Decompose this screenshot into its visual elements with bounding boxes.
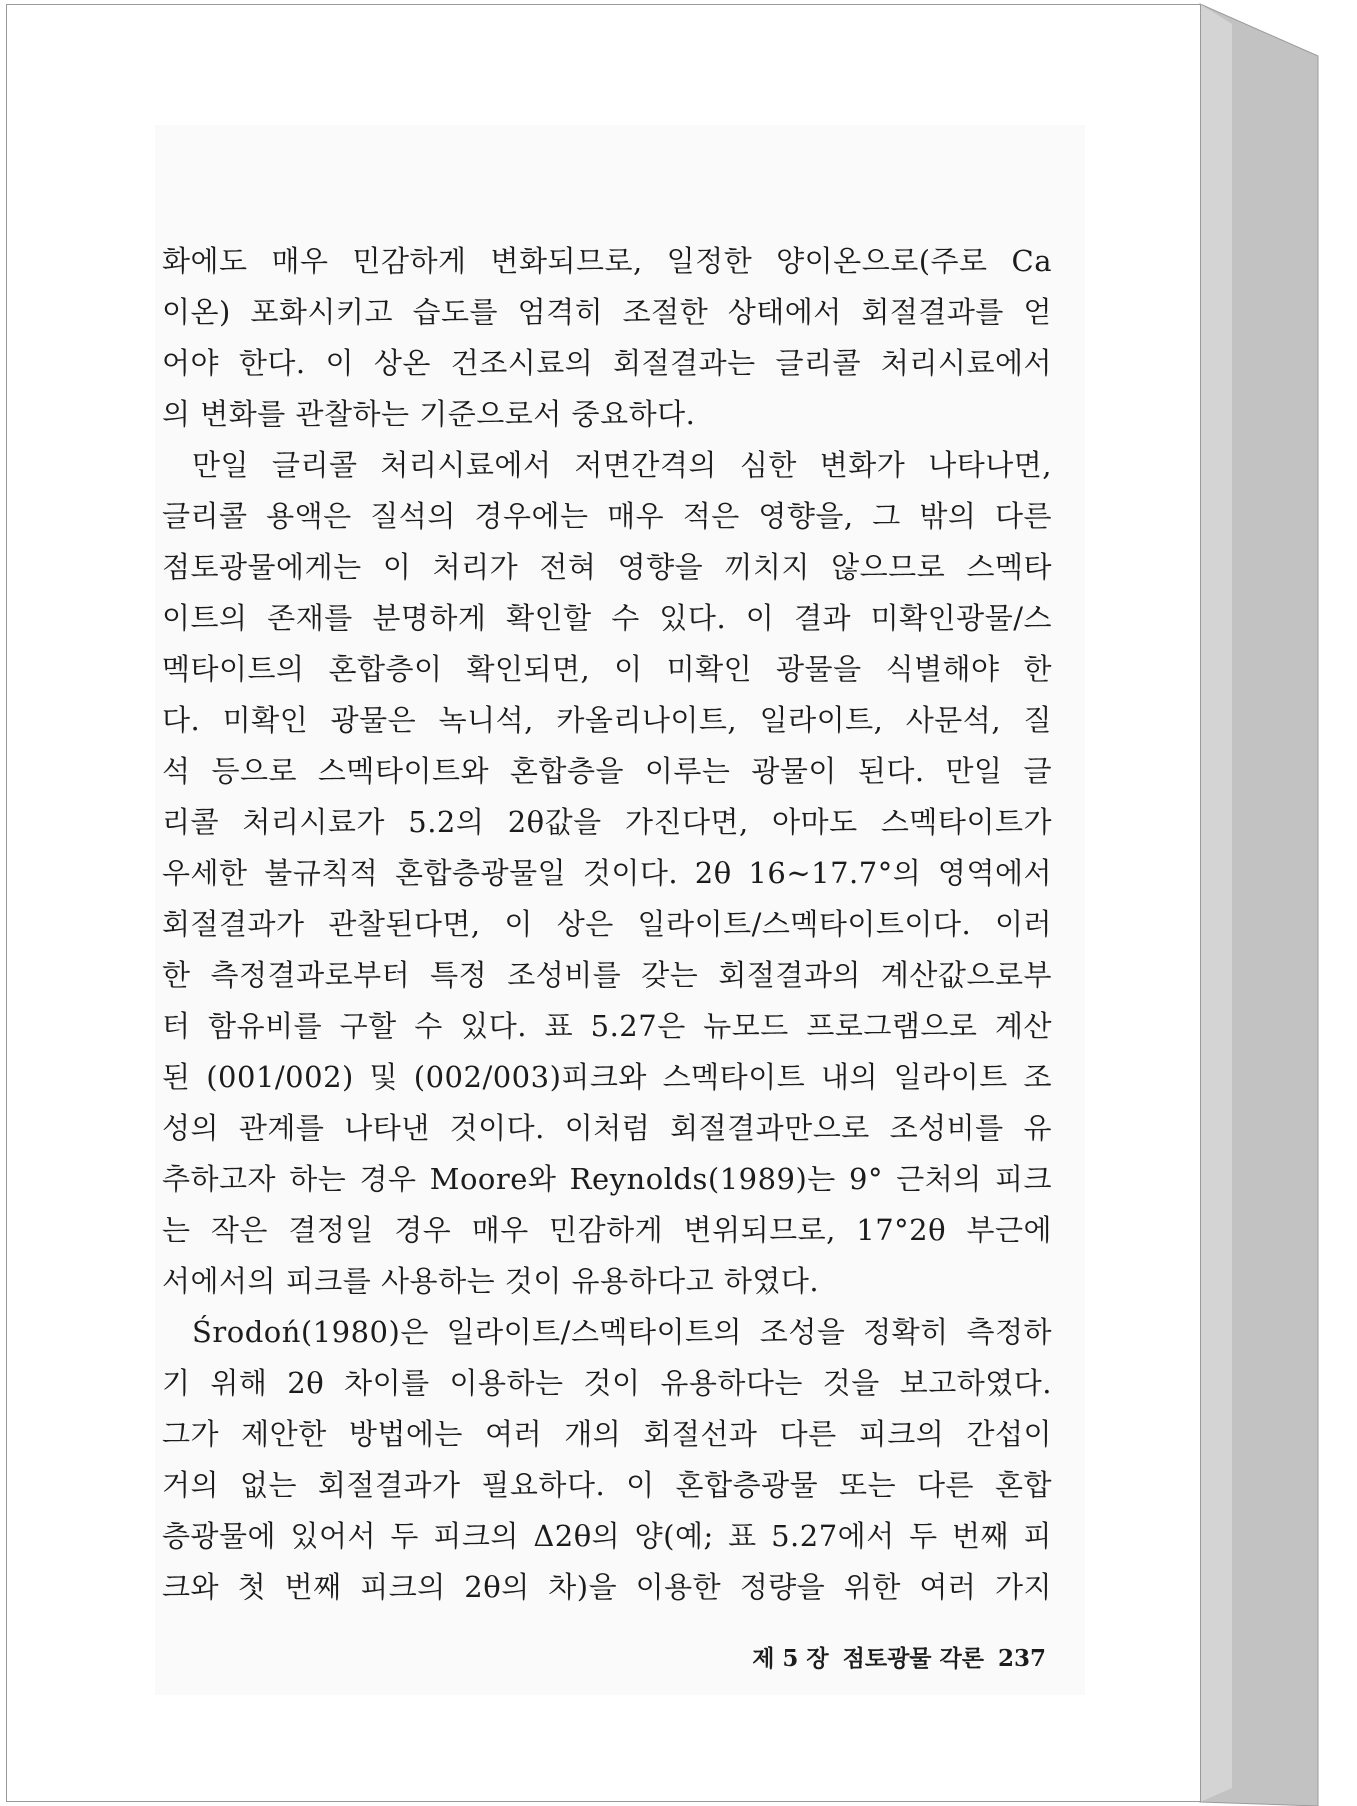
text-line: 멕타이트의 혼합층이 확인되면, 이 미확인 광물을 식별해야 한 — [162, 652, 1052, 686]
text-line: 서에서의 피크를 사용하는 것이 유용하다고 하였다. — [162, 1264, 820, 1298]
text-line: Środoń(1980)은 일라이트/스멕타이트의 조성을 정확히 측정하 — [192, 1315, 1052, 1349]
text-line: 는 작은 결정일 경우 매우 민감하게 변위되므로, 17°2θ 부근에 — [162, 1213, 1052, 1247]
page-footer — [716, 1640, 1046, 1673]
text-line: 추하고자 하는 경우 Moore와 Reynolds(1989)는 9° 근처의 피크 — [162, 1162, 1052, 1196]
page-number: 237 — [997, 1645, 1046, 1672]
text-line: 층광물에 있어서 두 피크의 Δ2θ의 양(예; 표 5.27에서 두 번째 피 — [162, 1519, 1052, 1553]
text-line: 터 함유비를 구할 수 있다. 표 5.27은 뉴모드 프로그램으로 계산 — [162, 1009, 1052, 1043]
text-line: 이온) 포화시키고 습도를 엄격히 조절한 상태에서 회절결과를 얻 — [162, 295, 1052, 329]
paragraph-3 — [162, 1307, 1052, 1613]
text-line: 된 (001/002) 및 (002/003)피크와 스멕타이트 내의 일라이트 조 — [162, 1060, 1052, 1094]
text-line: 어야 한다. 이 상온 건조시료의 회절결과는 글리콜 처리시료에서 — [162, 346, 1052, 380]
text-line: 점토광물에게는 이 처리가 전혀 영향을 끼치지 않으므로 스멕타 — [162, 550, 1052, 584]
body-text — [162, 236, 1052, 1613]
text-line: 회절결과가 관찰된다면, 이 상은 일라이트/스멕타이트이다. 이러 — [162, 907, 1052, 941]
text-line: 거의 없는 회절결과가 필요하다. 이 혼합층광물 또는 다른 혼합 — [162, 1468, 1052, 1502]
paragraph-1 — [162, 236, 1052, 440]
text-line: 리콜 처리시료가 5.2의 2θ값을 가진다면, 아마도 스멕타이트가 — [162, 805, 1052, 839]
text-line: 만일 글리콜 처리시료에서 저면간격의 심한 변화가 나타나면, — [192, 448, 1052, 482]
text-line: 의 변화를 관찰하는 기준으로서 중요하다. — [162, 397, 696, 431]
text-line: 화에도 매우 민감하게 변화되므로, 일정한 양이온으로(주로 Ca — [162, 244, 1052, 278]
text-line: 우세한 불규칙적 혼합층광물일 것이다. 2θ 16∼17.7°의 영역에서 — [162, 856, 1052, 890]
chapter-label: 제 5 장 — [752, 1645, 829, 1672]
text-line: 다. 미확인 광물은 녹니석, 카올리나이트, 일라이트, 사문석, 질 — [162, 703, 1052, 737]
text-line: 그가 제안한 방법에는 여러 개의 회절선과 다른 피크의 간섭이 — [162, 1417, 1052, 1451]
text-line: 석 등으로 스멕타이트와 혼합층을 이루는 광물이 된다. 만일 글 — [162, 754, 1052, 788]
section-title: 점토광물 각론 — [842, 1645, 984, 1672]
paragraph-2 — [162, 440, 1052, 1307]
text-line: 크와 첫 번째 피크의 2θ의 차)을 이용한 정량을 위한 여러 가지 — [162, 1570, 1052, 1604]
text-line: 성의 관계를 나타낸 것이다. 이처럼 회절결과만으로 조성비를 유 — [162, 1111, 1052, 1145]
text-line: 이트의 존재를 분명하게 확인할 수 있다. 이 결과 미확인광물/스 — [162, 601, 1052, 635]
text-line: 글리콜 용액은 질석의 경우에는 매우 적은 영향을, 그 밖의 다른 — [162, 499, 1052, 533]
text-line: 한 측정결과로부터 특정 조성비를 갖는 회절결과의 계산값으로부 — [162, 958, 1052, 992]
text-line: 기 위해 2θ 차이를 이용하는 것이 유용하다는 것을 보고하였다. — [162, 1366, 1052, 1400]
